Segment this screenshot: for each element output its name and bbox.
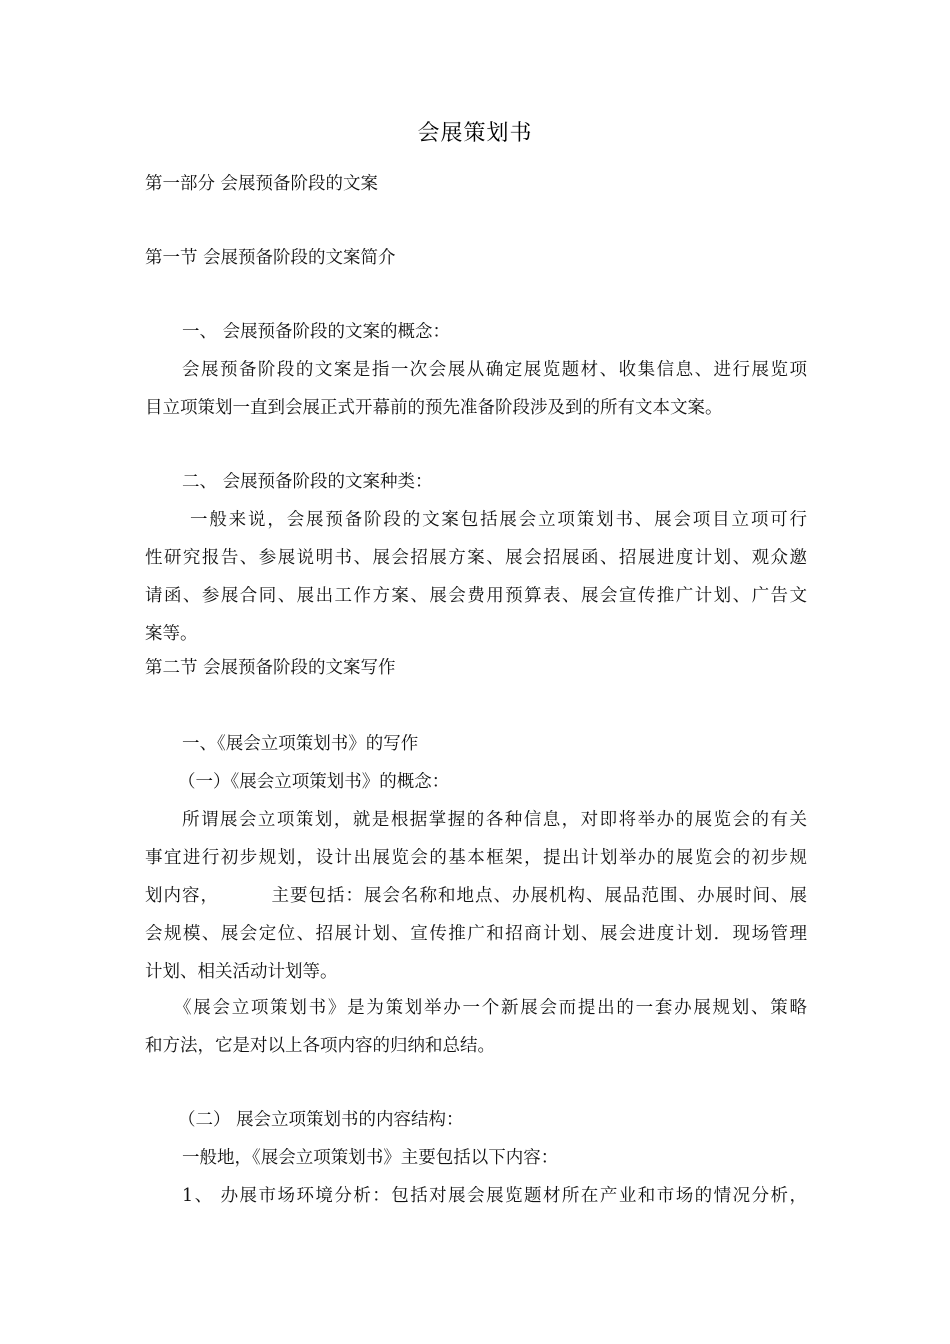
- paragraph-line: 性研究报告、参展说明书、展会招展方案、展会招展函、招展进度计划、观众邀: [145, 548, 807, 568]
- item-heading: 一、 会展预备阶段的文案的概念：: [182, 322, 451, 342]
- section-heading: 第二节 会展预备阶段的文案写作: [145, 658, 396, 678]
- paragraph-line: 一般地，《展会立项策划书》主要包括以下内容：: [182, 1148, 559, 1168]
- paragraph-line: 《展会立项策划书》是为策划举办一个新展会而提出的一套办展规划、策略: [174, 998, 807, 1018]
- item-heading: 二、 会展预备阶段的文案种类：: [182, 472, 433, 492]
- paragraph-line: 会规模、展会定位、招展计划、宣传推广和招商计划、展会进度计划．现场管理: [145, 924, 807, 944]
- document-title: 会展策划书: [417, 121, 533, 146]
- paragraph-line: 一般来说，会展预备阶段的文案包括展会立项策划书、展会项目立项可行: [190, 510, 807, 530]
- paragraph-line: 会展预备阶段的文案是指一次会展从确定展览题材、收集信息、进行展览项: [182, 360, 807, 380]
- paragraph-line: 划内容， 主要包括：展会名称和地点、办展机构、展品范围、办展时间、展: [145, 886, 807, 906]
- list-item: 1、 办展市场环境分析：包括对展会展览题材所在产业和市场的情况分析，: [182, 1186, 807, 1206]
- paragraph-line: 请函、参展合同、展出工作方案、展会费用预算表、展会宣传推广计划、广告文: [145, 586, 807, 606]
- paragraph-line: 和方法，它是对以上各项内容的归纳和总结。: [145, 1036, 495, 1056]
- subsection-heading: （二） 展会立项策划书的内容结构：: [178, 1110, 464, 1130]
- paragraph-line: 事宜进行初步规划，设计出展览会的基本框架，提出计划举办的展览会的初步规: [145, 848, 807, 868]
- paragraph-line: 目立项策划一直到会展正式开幕前的预先准备阶段涉及到的所有文本文案。: [145, 398, 723, 418]
- section-heading: 第一节 会展预备阶段的文案简介: [145, 248, 396, 268]
- paragraph-line: 计划、相关活动计划等。: [145, 962, 338, 982]
- subsection-heading: （一）《展会立项策划书》的概念：: [178, 772, 450, 792]
- paragraph-line: 所谓展会立项策划，就是根据掌握的各种信息，对即将举办的展览会的有关: [182, 810, 807, 830]
- subsection-heading: 一、《展会立项策划书》的写作: [182, 734, 419, 754]
- part-heading: 第一部分 会展预备阶段的文案: [145, 174, 379, 194]
- paragraph-line: 案等。: [145, 624, 198, 644]
